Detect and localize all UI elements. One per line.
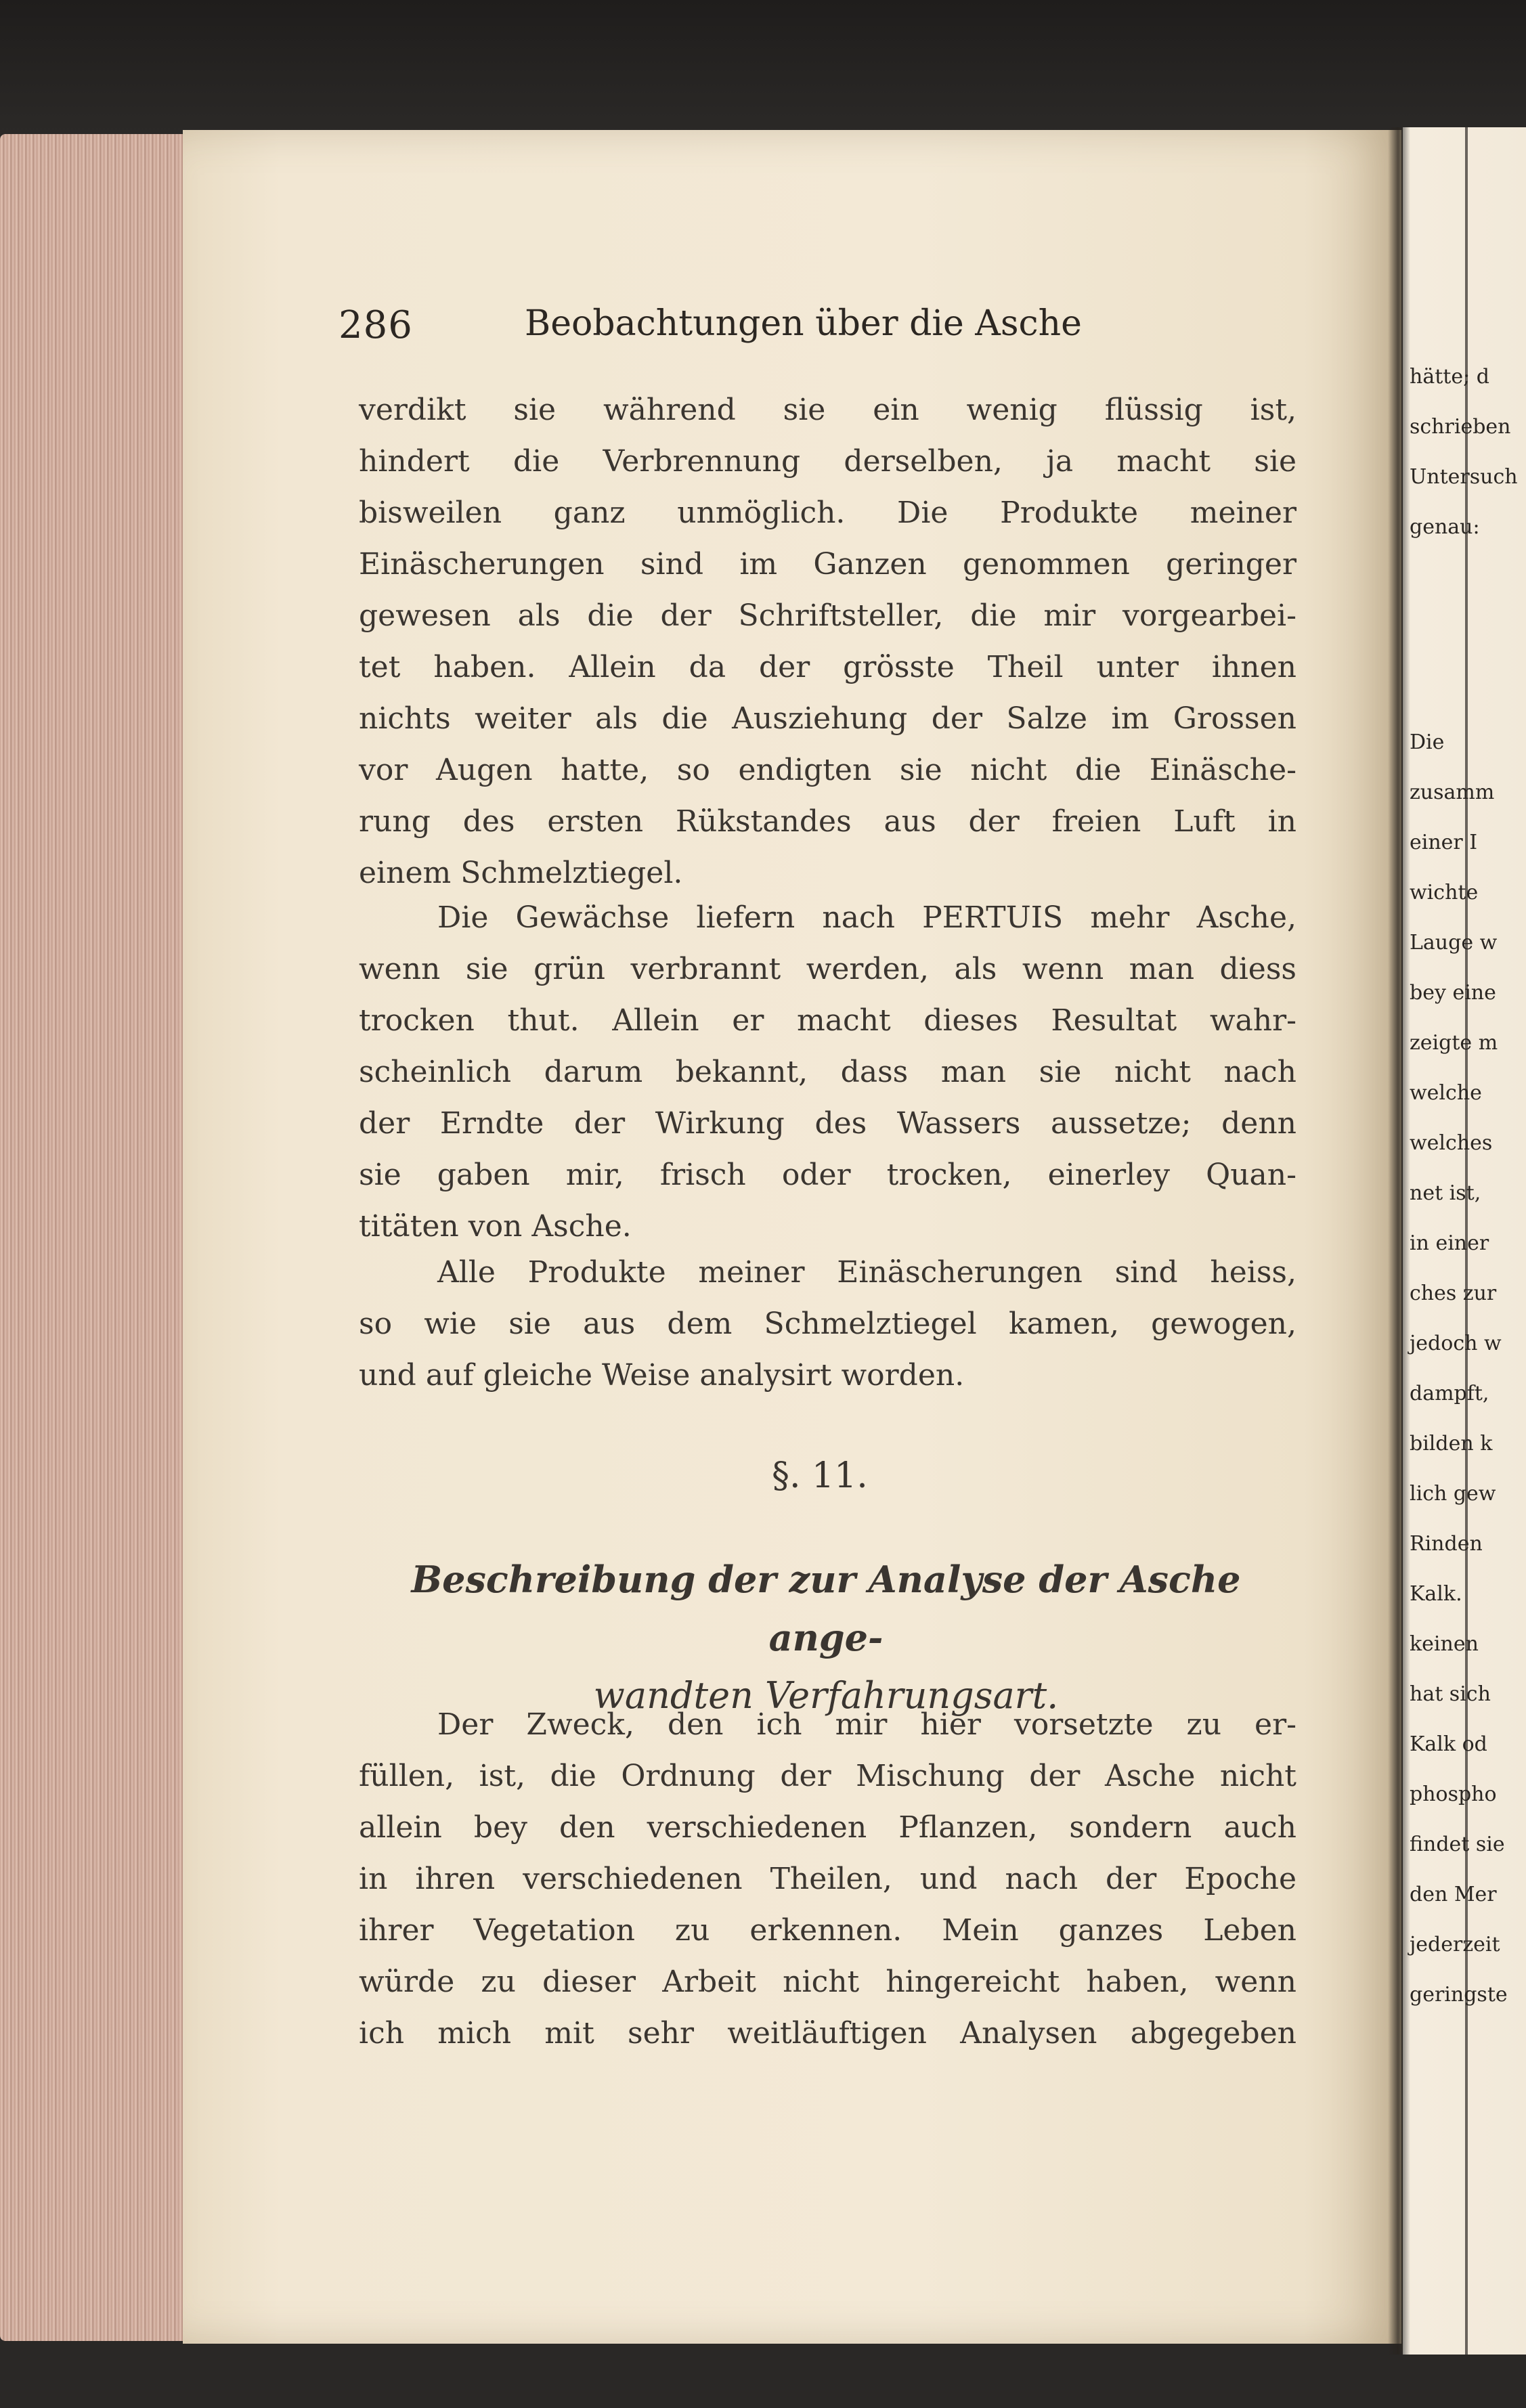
- section-mark: §. 11.: [772, 1455, 868, 1496]
- text-line: in ihren verschiedenen Theilen, und nach der Epoche: [359, 1862, 1296, 1896]
- facing-line: einer I: [1410, 831, 1478, 854]
- text-line: würde zu dieser Arbeit nicht hingereicht haben, wenn: [359, 1965, 1296, 1999]
- facing-line: geringste: [1410, 1983, 1508, 2007]
- page-header: [339, 303, 1300, 351]
- facing-line: keinen: [1410, 1632, 1479, 1656]
- facing-line: hätte; d: [1410, 365, 1489, 389]
- facing-line: welches: [1410, 1131, 1493, 1155]
- facing-line: Untersuch: [1410, 465, 1518, 489]
- facing-line: schrieben: [1410, 415, 1511, 439]
- text-line: tet haben. Allein da der grösste Theil unter ihnen: [359, 650, 1296, 684]
- paragraph-1: [359, 385, 1296, 899]
- text-line: einem Schmelztiegel.: [359, 856, 683, 890]
- text-line: füllen, ist, die Ordnung der Mischung der Asche nicht: [359, 1759, 1296, 1793]
- facing-line: lich gew: [1410, 1482, 1496, 1506]
- paragraph-3: [359, 1247, 1296, 1401]
- facing-line: zusamm: [1410, 781, 1495, 804]
- text-line: Der Zweck, den ich mir hier vorsetzte zu er-: [437, 1707, 1296, 1742]
- facing-line: bey eine: [1410, 981, 1496, 1005]
- facing-line: genau:: [1410, 515, 1480, 539]
- facing-line: phospho: [1410, 1782, 1497, 1806]
- text-line: bisweilen ganz unmöglich. Die Produkte meiner: [359, 496, 1296, 530]
- facing-line: den Mer: [1410, 1883, 1497, 1906]
- text-line: der Erndte der Wirkung des Wassers aussetze; denn: [359, 1106, 1296, 1141]
- facing-line: dampft,: [1410, 1382, 1489, 1405]
- section-heading-line-1: Beschreibung der zur Analyse der Asche ange-: [411, 1558, 1241, 1659]
- facing-line: zeigte m: [1410, 1031, 1498, 1055]
- text-line: rung des ersten Rükstandes aus der freien Luft in: [359, 804, 1296, 839]
- text-line: scheinlich darum bekannt, dass man sie nicht nach: [359, 1055, 1296, 1089]
- facing-line: wichte: [1410, 881, 1479, 904]
- book-page-edges: [0, 134, 193, 2341]
- text-line: Alle Produkte meiner Einäscherungen sind heiss,: [437, 1255, 1296, 1290]
- paragraph-2: [359, 892, 1296, 1252]
- facing-line: hat sich: [1410, 1682, 1491, 1706]
- text-line: sie gaben mir, frisch oder trocken, einerley Quan-: [359, 1158, 1296, 1192]
- facing-line: Kalk.: [1410, 1582, 1462, 1606]
- paragraph-4: [359, 1699, 1296, 2059]
- facing-page-text-2: [1410, 718, 1508, 2020]
- text-line: titäten von Asche.: [359, 1209, 632, 1244]
- facing-line: Die: [1410, 730, 1445, 754]
- facing-line: Rinden: [1410, 1532, 1483, 1556]
- text-line: allein bey den verschiedenen Pflanzen, sondern auch: [359, 1810, 1296, 1845]
- text-line: vor Augen hatte, so endigten sie nicht die Einäsche-: [359, 753, 1296, 787]
- facing-line: welche: [1410, 1081, 1482, 1105]
- text-line: nichts weiter als die Ausziehung der Salze im Grossen: [359, 701, 1296, 736]
- running-head: Beobachtungen über die Asche: [525, 303, 1082, 344]
- facing-line: findet sie: [1410, 1833, 1505, 1856]
- text-line: ich mich mit sehr weitläuftigen Analysen abgegeben: [359, 2016, 1296, 2051]
- facing-line: in einer: [1410, 1231, 1489, 1255]
- facing-line: jederzeit: [1410, 1933, 1500, 1956]
- facing-line: ches zur: [1410, 1282, 1497, 1305]
- text-line: so wie sie aus dem Schmelztiegel kamen, gewogen,: [359, 1307, 1296, 1341]
- text-line: ihrer Vegetation zu erkennen. Mein ganzes Leben: [359, 1913, 1296, 1948]
- facing-line: Lauge w: [1410, 931, 1498, 955]
- facing-page-text: [1410, 352, 1518, 552]
- page-number: 286: [339, 303, 413, 347]
- facing-line: bilden k: [1410, 1432, 1493, 1455]
- text-line: hindert die Verbrennung derselben, ja macht sie: [359, 444, 1296, 479]
- facing-line: jedoch w: [1410, 1332, 1502, 1355]
- text-line: wenn sie grün verbrannt werden, als wenn man diess: [359, 952, 1296, 986]
- text-line: trocken thut. Allein er macht dieses Resultat wahr-: [359, 1003, 1296, 1038]
- facing-line: net ist,: [1410, 1181, 1481, 1205]
- facing-line: Kalk od: [1410, 1732, 1487, 1756]
- text-line: Die Gewächse liefern nach PERTUIS mehr Asche,: [437, 900, 1296, 935]
- text-line: verdikt sie während sie ein wenig flüssig ist,: [359, 393, 1296, 427]
- section-heading-line-2: wandten Verfahrungsart.: [593, 1674, 1059, 1717]
- text-line: Einäscherungen sind im Ganzen genommen geringer: [359, 547, 1296, 582]
- text-line: gewesen als die der Schriftsteller, die mir vorgearbei-: [359, 598, 1296, 633]
- text-line: und auf gleiche Weise analysirt worden.: [359, 1358, 965, 1393]
